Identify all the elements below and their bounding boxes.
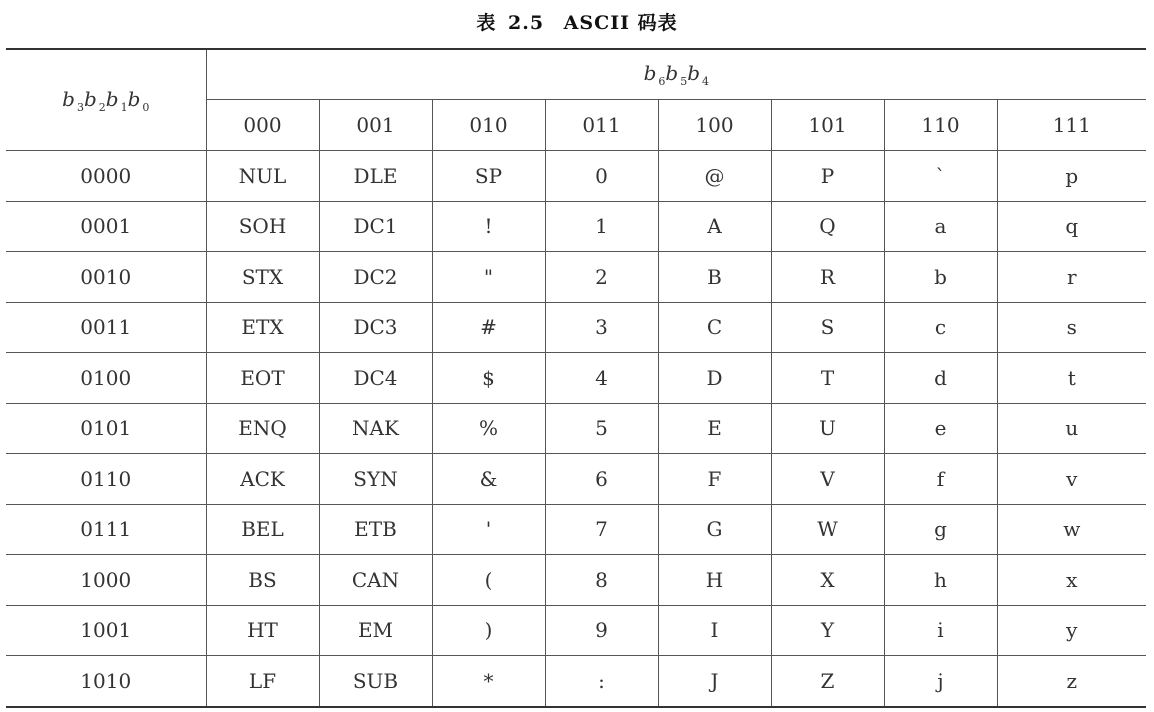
table-cell: T <box>771 353 884 404</box>
table-cell: q <box>997 201 1146 252</box>
table-cell: SOH <box>206 201 319 252</box>
table-cell: & <box>432 454 545 505</box>
table-cell: STX <box>206 252 319 303</box>
table-cell: ` <box>884 151 997 202</box>
table-cell: % <box>432 403 545 454</box>
table-cell: LF <box>206 656 319 707</box>
col-var-b6: $b_6$ <box>643 61 666 88</box>
column-header-010: 010 <box>432 100 545 151</box>
table-cell: u <box>997 403 1146 454</box>
ascii-table <box>6 48 1146 708</box>
table-cell: 9 <box>545 605 658 656</box>
table-cell: EM <box>319 605 432 656</box>
col-var-b5: $b_5$ <box>665 61 688 88</box>
row-header: 1000 <box>6 555 206 606</box>
table-cell: DC4 <box>319 353 432 404</box>
table-cell: h <box>884 555 997 606</box>
table-cell: ETX <box>206 302 319 353</box>
row-var-b2: $b_2$ <box>83 86 106 114</box>
header-group-row <box>6 49 1146 100</box>
table-cell: 5 <box>545 403 658 454</box>
table-cell: SP <box>432 151 545 202</box>
column-header-011: 011 <box>545 100 658 151</box>
table-row <box>6 656 1146 707</box>
table-cell: t <box>997 353 1146 404</box>
table-cell: : <box>545 656 658 707</box>
table-row <box>6 454 1146 505</box>
table-cell: ! <box>432 201 545 252</box>
table-cell: f <box>884 454 997 505</box>
table-cell: s <box>997 302 1146 353</box>
row-header: 0001 <box>6 201 206 252</box>
table-cell: j <box>884 656 997 707</box>
table-cell: E <box>658 403 771 454</box>
table-cell: V <box>771 454 884 505</box>
column-header-111: 111 <box>997 100 1146 151</box>
table-cell: A <box>658 201 771 252</box>
row-header: 1010 <box>6 656 206 707</box>
row-header: 0110 <box>6 454 206 505</box>
table-cell: R <box>771 252 884 303</box>
table-cell: DC2 <box>319 252 432 303</box>
row-header: 0011 <box>6 302 206 353</box>
table-cell: G <box>658 504 771 555</box>
table-cell: b <box>884 252 997 303</box>
row-header: 1001 <box>6 605 206 656</box>
table-caption <box>0 8 1154 35</box>
table-cell: a <box>884 201 997 252</box>
row-var-b3: $b_3$ <box>62 86 84 114</box>
column-header-001: 001 <box>319 100 432 151</box>
table-cell: Y <box>771 605 884 656</box>
row-header: 0100 <box>6 353 206 404</box>
table-row <box>6 201 1146 252</box>
table-cell: v <box>997 454 1146 505</box>
table-cell: $ <box>432 353 545 404</box>
table-cell: x <box>997 555 1146 606</box>
row-header: 0000 <box>6 151 206 202</box>
table-cell: 0 <box>545 151 658 202</box>
table-cell: g <box>884 504 997 555</box>
table-cell: B <box>658 252 771 303</box>
table-cell: Q <box>771 201 884 252</box>
table-cell: NAK <box>319 403 432 454</box>
table-cell: ) <box>432 605 545 656</box>
row-header: 0010 <box>6 252 206 303</box>
table-cell: DLE <box>319 151 432 202</box>
table-row <box>6 403 1146 454</box>
table-cell: P <box>771 151 884 202</box>
table-cell: CAN <box>319 555 432 606</box>
table-cell: Z <box>771 656 884 707</box>
table-cell: @ <box>658 151 771 202</box>
column-header-110: 110 <box>884 100 997 151</box>
table-cell: i <box>884 605 997 656</box>
column-header-000: 000 <box>206 100 319 151</box>
table-cell: BS <box>206 555 319 606</box>
caption-title: ASCII 码表 <box>563 12 678 34</box>
row-var-b0: $b_0$ <box>127 86 150 114</box>
column-header-100: 100 <box>658 100 771 151</box>
table-cell: * <box>432 656 545 707</box>
column-variable-header <box>206 49 1146 100</box>
caption-number: 2.5 <box>507 12 545 34</box>
table-row <box>6 555 1146 606</box>
table-cell: DC3 <box>319 302 432 353</box>
table-cell: HT <box>206 605 319 656</box>
table-cell: 1 <box>545 201 658 252</box>
table-cell: SUB <box>319 656 432 707</box>
table-row <box>6 302 1146 353</box>
table-cell: NUL <box>206 151 319 202</box>
table-row <box>6 252 1146 303</box>
table-cell: 3 <box>545 302 658 353</box>
table-cell: C <box>658 302 771 353</box>
row-header: 0101 <box>6 403 206 454</box>
table-cell: e <box>884 403 997 454</box>
table-cell: 7 <box>545 504 658 555</box>
table-cell: J <box>658 656 771 707</box>
table-cell: y <box>997 605 1146 656</box>
table-row <box>6 151 1146 202</box>
col-var-b4: $b_4$ <box>687 61 709 88</box>
table-cell: U <box>771 403 884 454</box>
column-header-101: 101 <box>771 100 884 151</box>
row-variable-header <box>6 49 206 151</box>
table-cell: 4 <box>545 353 658 404</box>
row-var-b1: $b_1$ <box>105 86 128 114</box>
table-cell: ENQ <box>206 403 319 454</box>
table-cell: F <box>658 454 771 505</box>
table-cell: SYN <box>319 454 432 505</box>
caption-prefix: 表 <box>476 12 497 34</box>
table-row <box>6 605 1146 656</box>
table-cell: 6 <box>545 454 658 505</box>
table-cell: p <box>997 151 1146 202</box>
table-cell: EOT <box>206 353 319 404</box>
table-cell: DC1 <box>319 201 432 252</box>
table-cell: X <box>771 555 884 606</box>
table-cell: I <box>658 605 771 656</box>
table-row <box>6 504 1146 555</box>
table-cell: S <box>771 302 884 353</box>
table-cell: W <box>771 504 884 555</box>
table-cell: H <box>658 555 771 606</box>
row-header: 0111 <box>6 504 206 555</box>
table-cell: # <box>432 302 545 353</box>
table-cell: ACK <box>206 454 319 505</box>
table-cell: d <box>884 353 997 404</box>
table-row <box>6 353 1146 404</box>
table-cell: r <box>997 252 1146 303</box>
table-cell: c <box>884 302 997 353</box>
table-cell: D <box>658 353 771 404</box>
table-cell: w <box>997 504 1146 555</box>
table-cell: 8 <box>545 555 658 606</box>
table-cell: 2 <box>545 252 658 303</box>
table-cell: BEL <box>206 504 319 555</box>
table-cell: ' <box>432 504 545 555</box>
table-cell: ETB <box>319 504 432 555</box>
table-cell: z <box>1066 668 1078 693</box>
table-cell: ( <box>432 555 545 606</box>
table-cell: " <box>432 252 545 303</box>
